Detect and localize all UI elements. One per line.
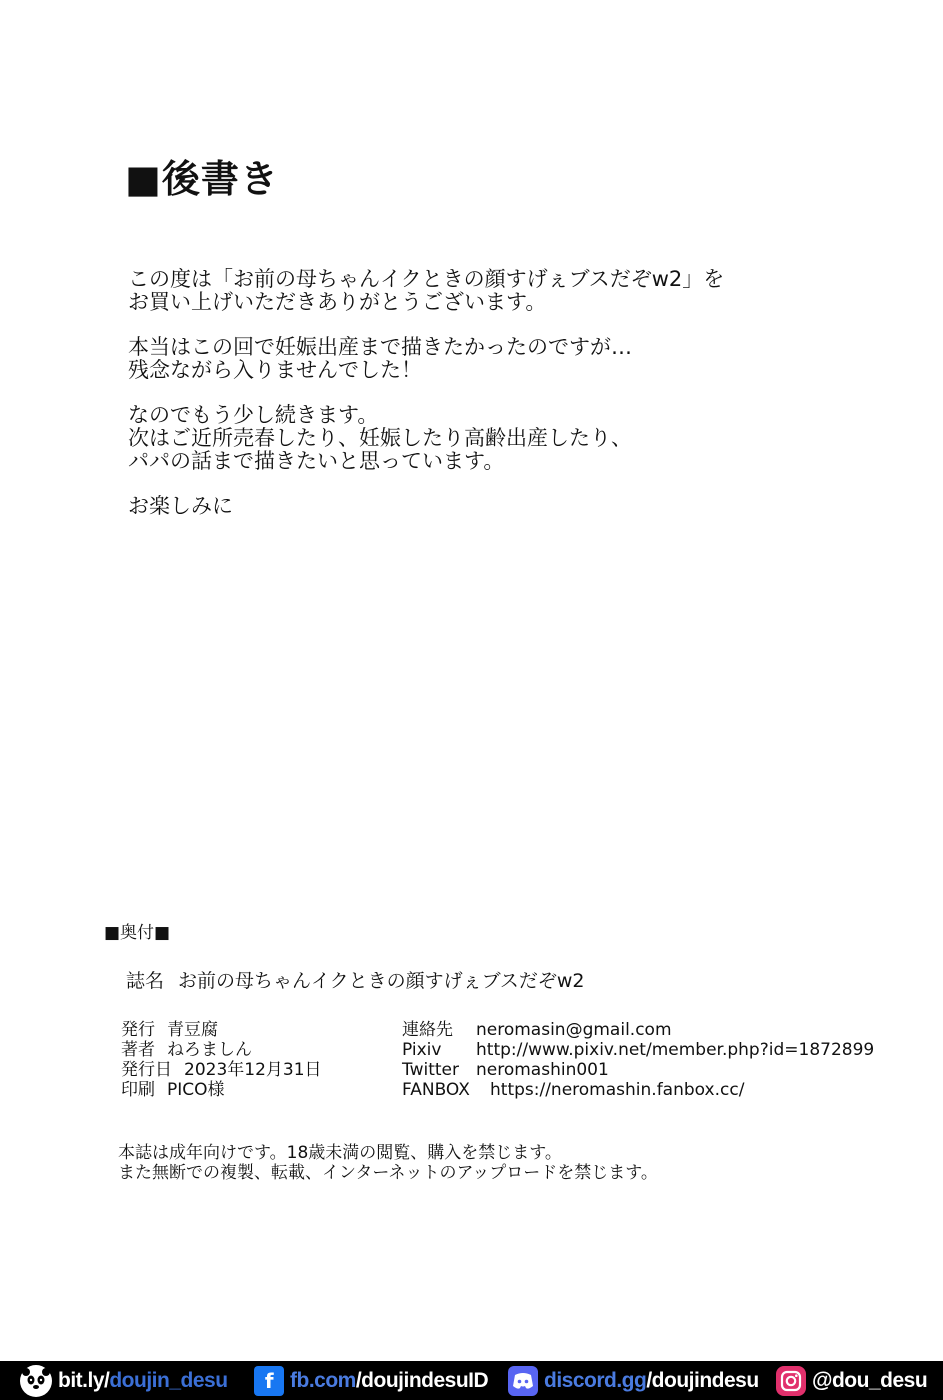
credit-value: 青豆腐 [167,1020,218,1040]
publication-title-row [126,966,585,993]
contact-label: Pixiv [402,1040,442,1060]
footer-instagram-link[interactable] [776,1366,927,1396]
afterword-paragraph [128,404,888,473]
afterword-line: なのでもう少し続きます。 [128,403,379,427]
contact-value[interactable]: neromashin001 [476,1060,609,1080]
discord-icon [508,1366,538,1396]
panda-icon [20,1365,52,1397]
credit-value: 2023年12月31日 [184,1060,322,1080]
credit-date [121,1060,322,1080]
afterword-line: 次はご近所売春したり、妊娠したり高齢出産したり、 [128,426,632,450]
contact-value[interactable]: http://www.pixiv.net/member.php?id=1872899 [476,1040,875,1060]
credit-label: 印刷 [121,1080,155,1100]
contact-pixiv [402,1040,874,1060]
afterword-paragraph [128,336,888,382]
contact-email [402,1020,874,1040]
footer-discord-link[interactable] [508,1366,759,1396]
credit-author [121,1040,322,1060]
footer-bitly-path: doujin_desu [109,1368,228,1392]
afterword-line: パパの話まで描きたいと思っています。 [128,449,505,473]
footer-bitly-prefix: bit.ly/ [58,1368,110,1392]
contact-label: FANBOX [402,1080,470,1100]
contact-twitter [402,1060,874,1080]
contact-fanbox [402,1080,874,1100]
footer-discord-path: /doujindesu [646,1368,759,1392]
credit-label: 発行 [121,1020,155,1040]
footer-facebook-prefix: fb.com [290,1368,356,1392]
publication-name: お前の母ちゃんイクときの顔すげぇブスだぞw2 [178,970,585,992]
afterword-paragraph [128,495,888,518]
credit-value: PICO様 [167,1080,225,1100]
legal-notice [118,1143,658,1183]
notice-line: 本誌は成年向けです。18歳未満の閲覧、購入を禁じます。 [118,1143,562,1163]
contact-label: Twitter [402,1060,459,1080]
notice-line: また無断での複製、転載、インターネットのアップロードを禁じます。 [118,1163,658,1183]
afterword-line: この度は「お前の母ちゃんイクときの顔すげぇブスだぞw2」を [128,267,725,291]
footer-bitly-link[interactable] [20,1365,228,1397]
afterword-paragraph [128,268,888,314]
afterword-line: お楽しみに [128,494,233,518]
footer-facebook-link[interactable] [254,1366,488,1396]
page-title: ■後書き [125,157,279,201]
contact-value[interactable]: neromasin@gmail.com [476,1020,672,1040]
credit-label: 著者 [121,1040,155,1060]
afterword-line: お買い上げいただきありがとうございます。 [128,290,547,314]
credit-label: 発行日 [121,1060,172,1080]
credit-printer [121,1080,322,1100]
footer-banner [0,1361,943,1400]
contact-label: 連絡先 [402,1020,453,1040]
facebook-icon: f [254,1366,284,1396]
afterword-line: 残念ながら入りませんでした！ [128,358,422,382]
colophon-title: ■奥付■ [104,923,171,943]
credit-value: ねろましん [167,1040,252,1060]
afterword-body [128,268,888,540]
credit-publisher [121,1020,322,1040]
instagram-icon [776,1366,806,1396]
contacts-list [402,1020,874,1100]
footer-discord-prefix: discord.gg [544,1368,647,1392]
credits-list [121,1020,322,1100]
contact-value[interactable]: https://neromashin.fanbox.cc/ [490,1080,745,1100]
footer-instagram-handle: @dou_desu [812,1368,928,1392]
footer-facebook-path: /doujindesuID [355,1368,489,1392]
afterword-line: 本当はこの回で妊娠出産まで描きたかったのですが… [128,335,632,359]
publication-label: 誌名 [126,970,165,992]
